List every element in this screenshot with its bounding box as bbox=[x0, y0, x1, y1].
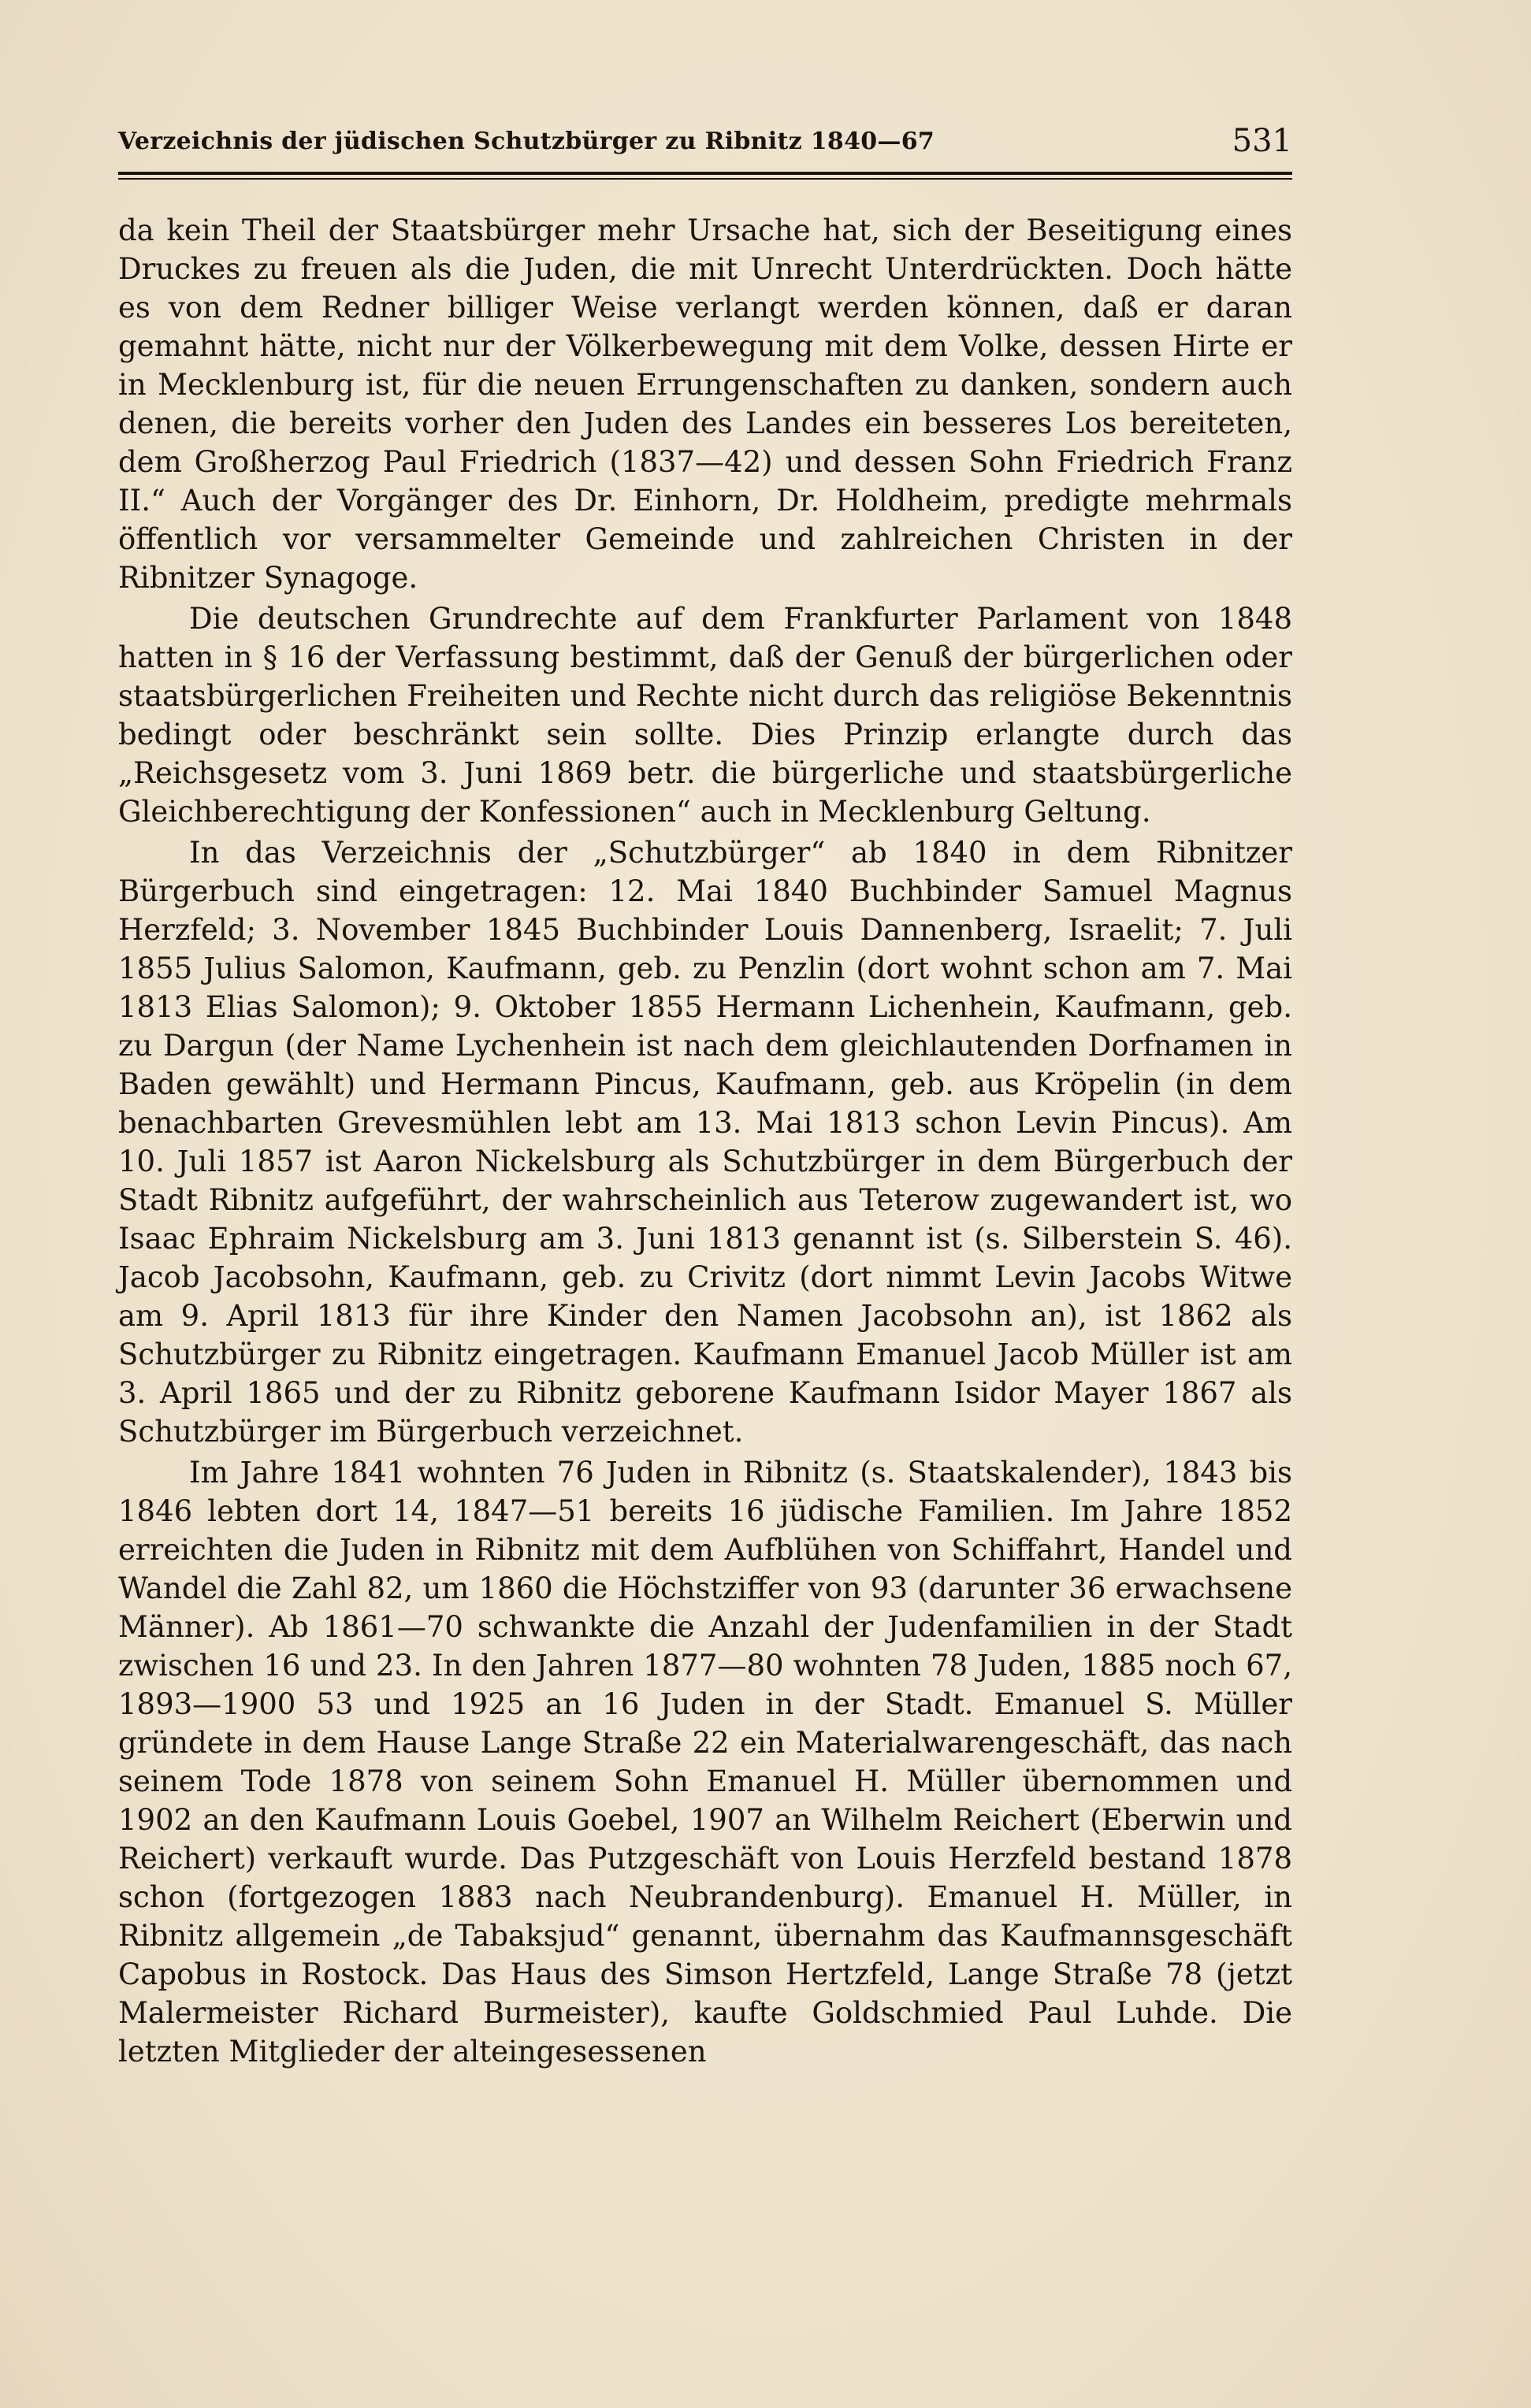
paragraph-verzeichnis: In das Verzeichnis der „Schutzbürger“ ab 1840 in dem Ribnitzer Bürgerbuch sind eingetragen: 12. Mai 1840 Buchbinder Samuel Magnus Herzfeld; 3. November 1845 Buchbinder Louis Dannenberg, Israelit; 7. Juli 1855 Julius Salomon, Kaufmann, geb. zu Penzlin (dort wohnt schon am 7. Mai 1813 Elias Salomon); 9. Oktober 1855 Hermann Lichenhein, Kaufmann, geb. zu Dargun (der Name Lychenhein ist nach dem gleichlautenden Dorfnamen in Baden gewählt) und Hermann Pincus, Kaufmann, geb. aus Kröpelin (in dem benachbarten Grevesmühlen lebt am 13. Mai 1813 schon Levin Pincus). Am 10. Juli 1857 ist Aaron Nickelsburg als Schutzbürger in dem Bürgerbuch der Stadt Ribnitz aufgeführt, der wahrscheinlich aus Teterow zugewandert ist, wo Isaac Ephraim Nickelsburg am 3. Juni 1813 genannt ist (s. Silberstein S. 46). Jacob Jacobsohn, Kaufmann, geb. zu Crivitz (dort nimmt Levin Jacobs Witwe am 9. April 1813 für ihre Kinder den Namen Jacobsohn an), ist 1862 als Schutzbürger zu Ribnitz eingetragen. Kaufmann Emanuel Jacob Müller ist am 3. April 1865 und der zu Ribnitz geborene Kaufmann Isidor Mayer 1867 als Schutzbürger im Bürgerbuch verzeichnet. bbox=[118, 836, 1292, 1449]
paragraph-grundrechte: Die deutschen Grundrechte auf dem Frankfurter Parlament von 1848 hatten in § 16 der Verfassung bestimmt, daß der Genuß der bürgerlichen oder staatsbürgerlichen Freiheiten und Rechte nicht durch das religiöse Bekenntnis bedingt oder beschränkt sein sollte. Dies Prinzip erlangte durch das „Reichsgesetz vom 3. Juni 1869 betr. die bürgerliche und staatsbürgerliche Gleichberechtigung der Konfessionen“ auch in Mecklenburg Geltung. bbox=[118, 602, 1292, 829]
page-header bbox=[118, 118, 1292, 173]
paragraph-jahre: Im Jahre 1841 wohnten 76 Juden in Ribnitz (s. Staatskalender), 1843 bis 1846 lebten dort 14, 1847—51 bereits 16 jüdische Familien. Im Jahre 1852 erreichten die Juden in Ribnitz mit dem Aufblühen von Schiffahrt, Handel und Wandel die Zahl 82, um 1860 die Höchstziffer von 93 (darunter 36 erwachsene Männer). Ab 1861—70 schwankte die Anzahl der Judenfamilien in der Stadt zwischen 16 und 23. In den Jahren 1877—80 wohnten 78 Juden, 1885 noch 67, 1893—1900 53 und 1925 an 16 Juden in der Stadt. Emanuel S. Müller gründete in dem Hause Lange Straße 22 ein Materialwarengeschäft, das nach seinem Tode 1878 von seinem Sohn Emanuel H. Müller übernommen und 1902 an den Kaufmann Louis Goebel, 1907 an Wilhelm Reichert (Eberwin und Reichert) verkauft wurde. Das Putzgeschäft von Louis Herzfeld bestand 1878 schon (fortgezogen 1883 nach Neubrandenburg). Emanuel H. Müller, in Ribnitz allgemein „de Tabaksjud“ genannt, übernahm das Kaufmannsgeschäft Capobus in Rostock. Das Haus des Simson Hertzfeld, Lange Straße 78 (jetzt Malermeister Richard Burmeister), kaufte Goldschmied Paul Luhde. Die letzten Mitglieder der alteingesessenen bbox=[118, 1456, 1292, 2069]
header-rule-thin bbox=[118, 178, 1292, 180]
header-rule-thick bbox=[118, 172, 1292, 175]
running-title: Verzeichnis der jüdischen Schutzbürger zu Ribnitz 1840—67 bbox=[118, 128, 935, 155]
paragraph-continued: da kein Theil der Staatsbürger mehr Ursache hat, sich der Beseitigung eines Druckes zu freuen als die Juden, die mit Unrecht Unterdrückten. Doch hätte es von dem Redner billiger Weise verlangt werden können, daß er daran gemahnt hätte, nicht nur der Völkerbewegung mit dem Volke, dessen Hirte er in Mecklenburg ist, für die neuen Errungenschaften zu danken, sondern auch denen, die bereits vorher den Juden des Landes ein besseres Los bereiteten, dem Großherzog Paul Friedrich (1837—42) und dessen Sohn Friedrich Franz II.“ Auch der Vorgänger des Dr. Einhorn, Dr. Holdheim, predigte mehrmals öffentlich vor versammelter Gemeinde und zahlreichen Christen in der Ribnitzer Synagoge. bbox=[118, 213, 1292, 595]
page-number: 531 bbox=[1232, 123, 1292, 159]
body-text bbox=[118, 211, 1292, 2073]
